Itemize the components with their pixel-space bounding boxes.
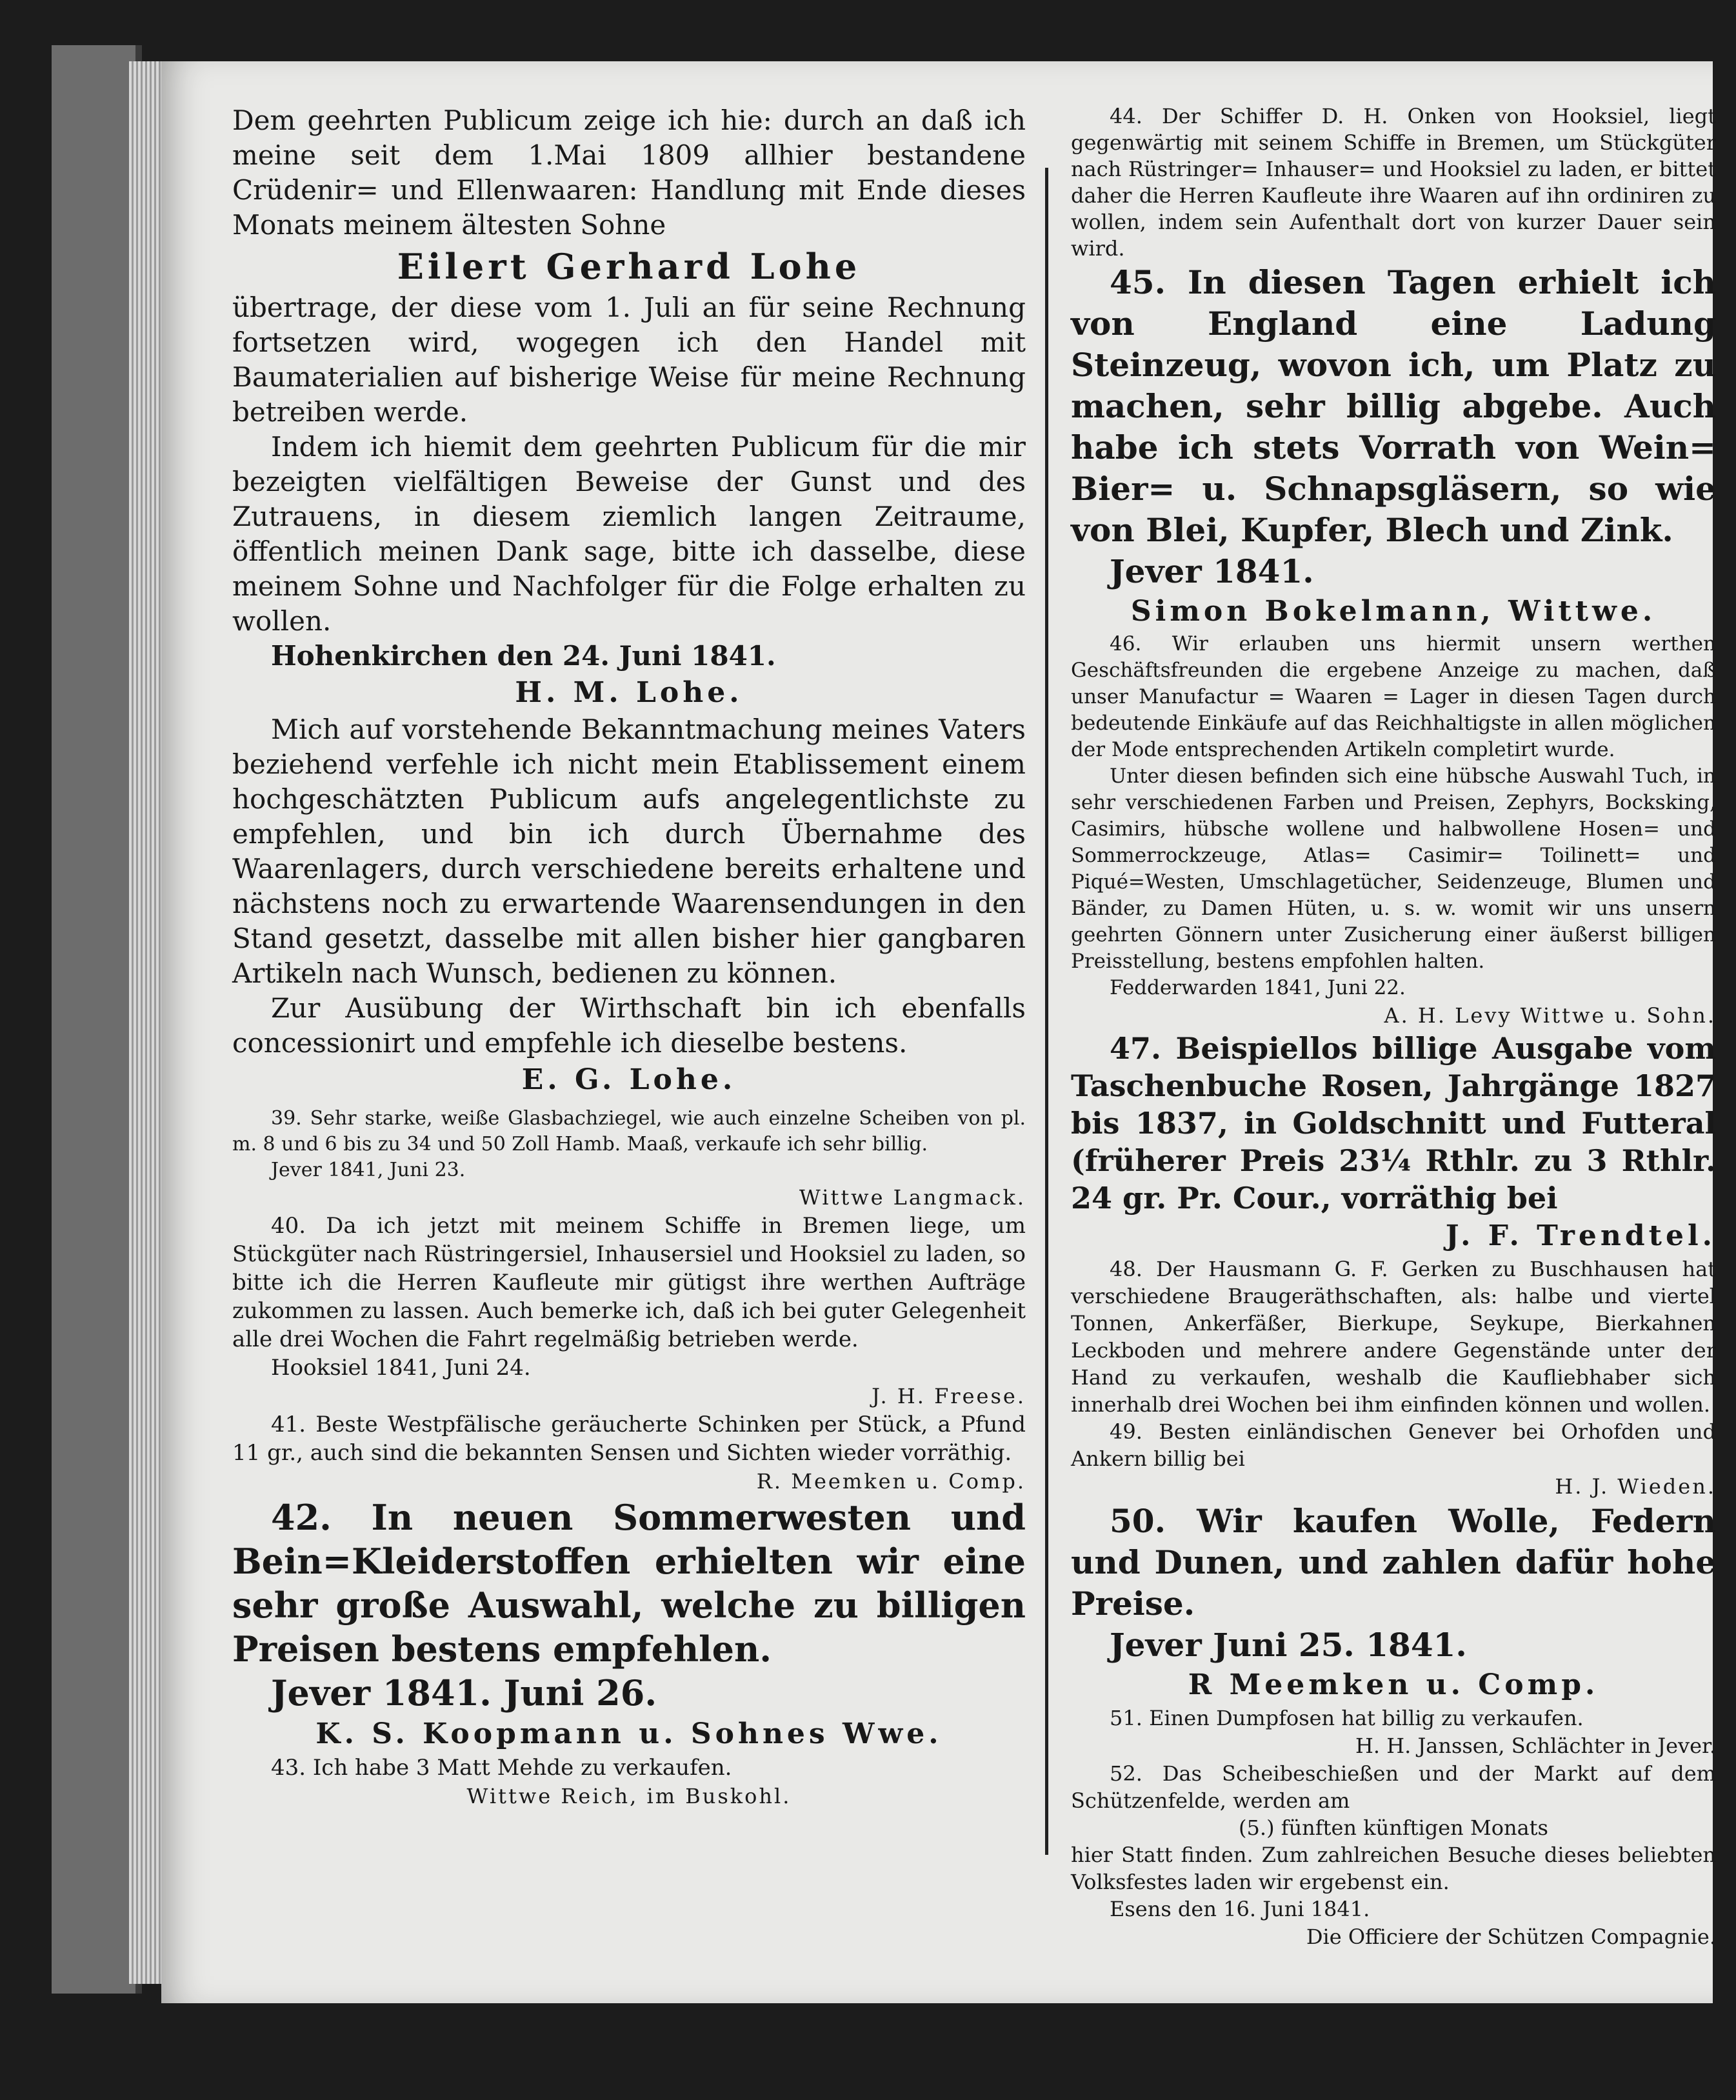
ad-49 bbox=[1071, 1418, 1716, 1501]
ad-38-name: Eilert Gerhard Lohe bbox=[397, 246, 861, 287]
ad-42 bbox=[232, 1495, 1026, 1754]
ad-47-text: 47. Beispiellos billige Ausgabe vom Taschenbuche Rosen, Jahrgänge 1827 bis 1837, in Goldschnitt und Futteral (früherer Preis 23¼ Rthlr. zu 3 Rthlr. 24 gr. Pr. Cour., vorräthig bei bbox=[1071, 1031, 1716, 1215]
ad-38-text3: Indem ich hiemit dem geehrten Publicum für die mir bezeigten vielfältigen Beweise der Gunst und des Zutrauens, in diesem ziemlich langen Zeitraume, öffentlich meinen Dank sage, bitte ich dasselbe, diese meinem Sohne und Nachfolger für die Folge erhalten zu wollen. bbox=[232, 431, 1026, 637]
ad-38-text2: übertrage, der diese vom 1. Juli an für seine Rechnung fortsetzen wird, wogegen ich den Handel mit Baumaterialien auf bisherige Weise für meine Rechnung betreiben werde. bbox=[232, 292, 1026, 428]
ad-39-signature: Wittwe Langmack. bbox=[799, 1185, 1026, 1210]
ad-38-signature2: E. G. Lohe. bbox=[521, 1063, 737, 1096]
ad-49-signature: H. J. Wieden. bbox=[1555, 1474, 1716, 1499]
ad-38-text4: Mich auf vorstehende Bekanntmachung meines Vaters beziehend verfehle ich nicht mein Etablissement einem hochgeschätzten Publicum aufs angelegentlichste zu empfehlen, und bin ich durch Übernahme des Waarenlagers, durch verschiedene bereits erhaltene und nächstens noch zu erwartende Waarensendungen in den Stand gesetzt, dasselbe mit allen bisher hier gangbaren Artikeln nach Wunsch, bedienen zu können. bbox=[232, 714, 1026, 989]
ad-52-text3: hier Statt finden. Zum zahlreichen Besuche dieses beliebten Volksfestes laden wir ergebenst ein. bbox=[1071, 1843, 1716, 1894]
ad-50-date: Jever Juni 25. 1841. bbox=[1110, 1626, 1467, 1664]
right-column bbox=[1071, 103, 1716, 1951]
ad-52-date: Esens den 16. Juni 1841. bbox=[1110, 1897, 1370, 1921]
ad-46-text2: Unter diesen befinden sich eine hübsche Auswahl Tuch, in sehr verschiedenen Farben und Preisen, Zephyrs, Bocksking, Casimirs, hübsche wollene und halbwollene Hosen= und Sommerrockzeuge, Atlas= Casimir= Toilinett= und Piqué=Westen, Umschlagetücher, Seidenzeuge, Blumen und Bänder, zu Damen Hüten, u. s. w. womit wir uns unsern geehrten Gönnern unter Zusicherung einer äußerst billigen Preisstellung, bestens empfohlen halten. bbox=[1071, 765, 1716, 973]
ad-45-date: Jever 1841. bbox=[1110, 552, 1314, 590]
ad-42-signature: K. S. Koopmann u. Sohnes Wwe. bbox=[315, 1717, 943, 1750]
book-spine bbox=[52, 45, 142, 1994]
ad-42-date: Jever 1841. Juni 26. bbox=[271, 1672, 657, 1714]
ad-45 bbox=[1071, 262, 1716, 631]
ad-46-date: Fedderwarden 1841, Juni 22. bbox=[1110, 976, 1406, 999]
ad-45-text: 45. In diesen Tagen erhielt ich von England eine Ladung Steinzeug, wovon ich, um Platz zu machen, sehr billig abgebe. Auch habe ich stets Vorrath von Wein= Bier= u. Schnapsgläsern, so wie von Blei, Kupfer, Blech und Zink. bbox=[1071, 263, 1716, 549]
ad-40-text: 40. Da ich jetzt mit meinem Schiffe in Bremen liege, um Stückgüter nach Rüstringersiel, Inhausersiel und Hooksiel zu laden, so bitte ich die Herren Kaufleute mir gütigst ihre werthen Aufträge zukommen zu lassen. Auch bemerke ich, daß ich bei guter Gelegenheit alle drei Wochen die Fahrt regelmäßig betrieben werde. bbox=[232, 1213, 1026, 1352]
ad-38-date: Hohenkirchen den 24. Juni 1841. bbox=[271, 640, 776, 672]
ad-49-text: 49. Besten einländischen Genever bei Orhofden und Ankern billig bei bbox=[1071, 1419, 1716, 1471]
ad-39-text: 39. Sehr starke, weiße Glasbachziegel, wie auch einzelne Scheiben von pl. m. 8 und 6 bis zu 34 und 50 Zoll Hamb. Maaß, verkaufe ich sehr billig. bbox=[232, 1107, 1026, 1155]
ad-51-text: 51. Einen Dumpfosen hat billig zu verkaufen. bbox=[1110, 1706, 1584, 1730]
ad-46-signature: A. H. Levy Wittwe u. Sohn. bbox=[1384, 1003, 1716, 1028]
ad-48-text: 48. Der Hausmann G. F. Gerken zu Buschhausen hat verschiedene Braugeräthschaften, als: halbe und viertel Tonnen, Ankerfäßer, Bierkupe, Seykupe, Bierkahnen Leckboden und mehrere andere Gegenstände unter der Hand zu verkaufen, weshalb die Kaufliebhaber sich innerhalb drei Wochen bei ihm einfinden können und wollen. bbox=[1071, 1257, 1716, 1417]
ad-44-text: 44. Der Schiffer D. H. Onken von Hooksiel, liegt gegenwärtig mit seinem Schiffe in Bremen, um Stückgüter nach Rüstringer= Inhauser= und Hooksiel zu laden, er bittet daher die Herren Kaufleute ihre Waaren auf ihn ordiniren zu wollen, indem sein Aufenthalt dort von kurzer Dauer sein wird. bbox=[1071, 104, 1716, 261]
ad-38-text: Dem geehrten Publicum zeige ich hie: durch an daß ich meine seit dem 1.Mai 1809 allhier bestandene Crüdenir= und Ellenwaaren: Handlung mit Ende dieses Monats meinem ältesten Sohne bbox=[232, 105, 1026, 241]
ad-50-text: 50. Wir kaufen Wolle, Federn und Dunen, und zahlen dafür hohe Preise. bbox=[1071, 1502, 1716, 1623]
ad-38 bbox=[232, 103, 1026, 1099]
ad-43-signature: Wittwe Reich, im Buskohl. bbox=[466, 1784, 792, 1808]
ad-39-date: Jever 1841, Juni 23. bbox=[271, 1159, 466, 1181]
ad-40-signature: J. H. Freese. bbox=[872, 1384, 1026, 1408]
ad-47 bbox=[1071, 1030, 1716, 1255]
ad-43 bbox=[232, 1754, 1026, 1810]
ad-50-signature: R Meemken u. Comp. bbox=[1188, 1668, 1599, 1701]
ad-41-text: 41. Beste Westpfälische geräucherte Schinken per Stück, a Pfund 11 gr., auch sind die bekannten Sensen und Sichten wieder vorräthig. bbox=[232, 1412, 1026, 1466]
ad-39 bbox=[232, 1106, 1026, 1212]
ad-43-text: 43. Ich habe 3 Matt Mehde zu verkaufen. bbox=[271, 1755, 732, 1781]
ad-48 bbox=[1071, 1255, 1716, 1418]
ad-40-date: Hooksiel 1841, Juni 24. bbox=[271, 1355, 531, 1381]
ad-50 bbox=[1071, 1501, 1716, 1705]
ad-41-signature: R. Meemken u. Comp. bbox=[756, 1469, 1026, 1494]
left-column bbox=[232, 103, 1026, 1810]
ad-51 bbox=[1071, 1705, 1716, 1760]
ad-52-signature: Die Officiere der Schützen Compagnie. bbox=[1306, 1925, 1716, 1949]
column-rule bbox=[1045, 168, 1048, 1855]
ad-52-text: 52. Das Scheibeschießen und der Markt auf dem Schützenfelde, werden am bbox=[1071, 1761, 1716, 1813]
ad-44 bbox=[1071, 103, 1716, 262]
ad-52-text2: (5.) fünften künftigen Monats bbox=[1239, 1815, 1548, 1840]
ad-46 bbox=[1071, 631, 1716, 1030]
ad-41 bbox=[232, 1410, 1026, 1495]
ad-40 bbox=[232, 1212, 1026, 1410]
ad-51-signature: H. H. Janssen, Schlächter in Jever. bbox=[1355, 1734, 1716, 1758]
ad-38-signature: H. M. Lohe. bbox=[515, 676, 743, 709]
ad-42-text: 42. In neuen Sommerwesten und Bein=Kleiderstoffen erhielten wir eine sehr große Auswahl, welche zu billigen Preisen bestens empfehlen. bbox=[232, 1497, 1026, 1670]
ad-46-text: 46. Wir erlauben uns hiermit unsern werthen Geschäftsfreunden die ergebene Anzeige zu machen, daß unser Manufactur = Waaren = Lager in diesen Tagen durch bedeutende Einkäufe auf das Reichhaltigste in allen möglichen der Mode entsprechenden Artikeln completirt wurde. bbox=[1071, 632, 1716, 761]
ad-45-signature: Simon Bokelmann, Wittwe. bbox=[1130, 595, 1657, 628]
ad-52 bbox=[1071, 1760, 1716, 1951]
ad-38-text5: Zur Ausübung der Wirthschaft bin ich ebenfalls concessionirt und empfehle ich dieselbe bestens. bbox=[232, 992, 1026, 1059]
ad-47-signature: J. F. Trendtel. bbox=[1445, 1219, 1716, 1252]
